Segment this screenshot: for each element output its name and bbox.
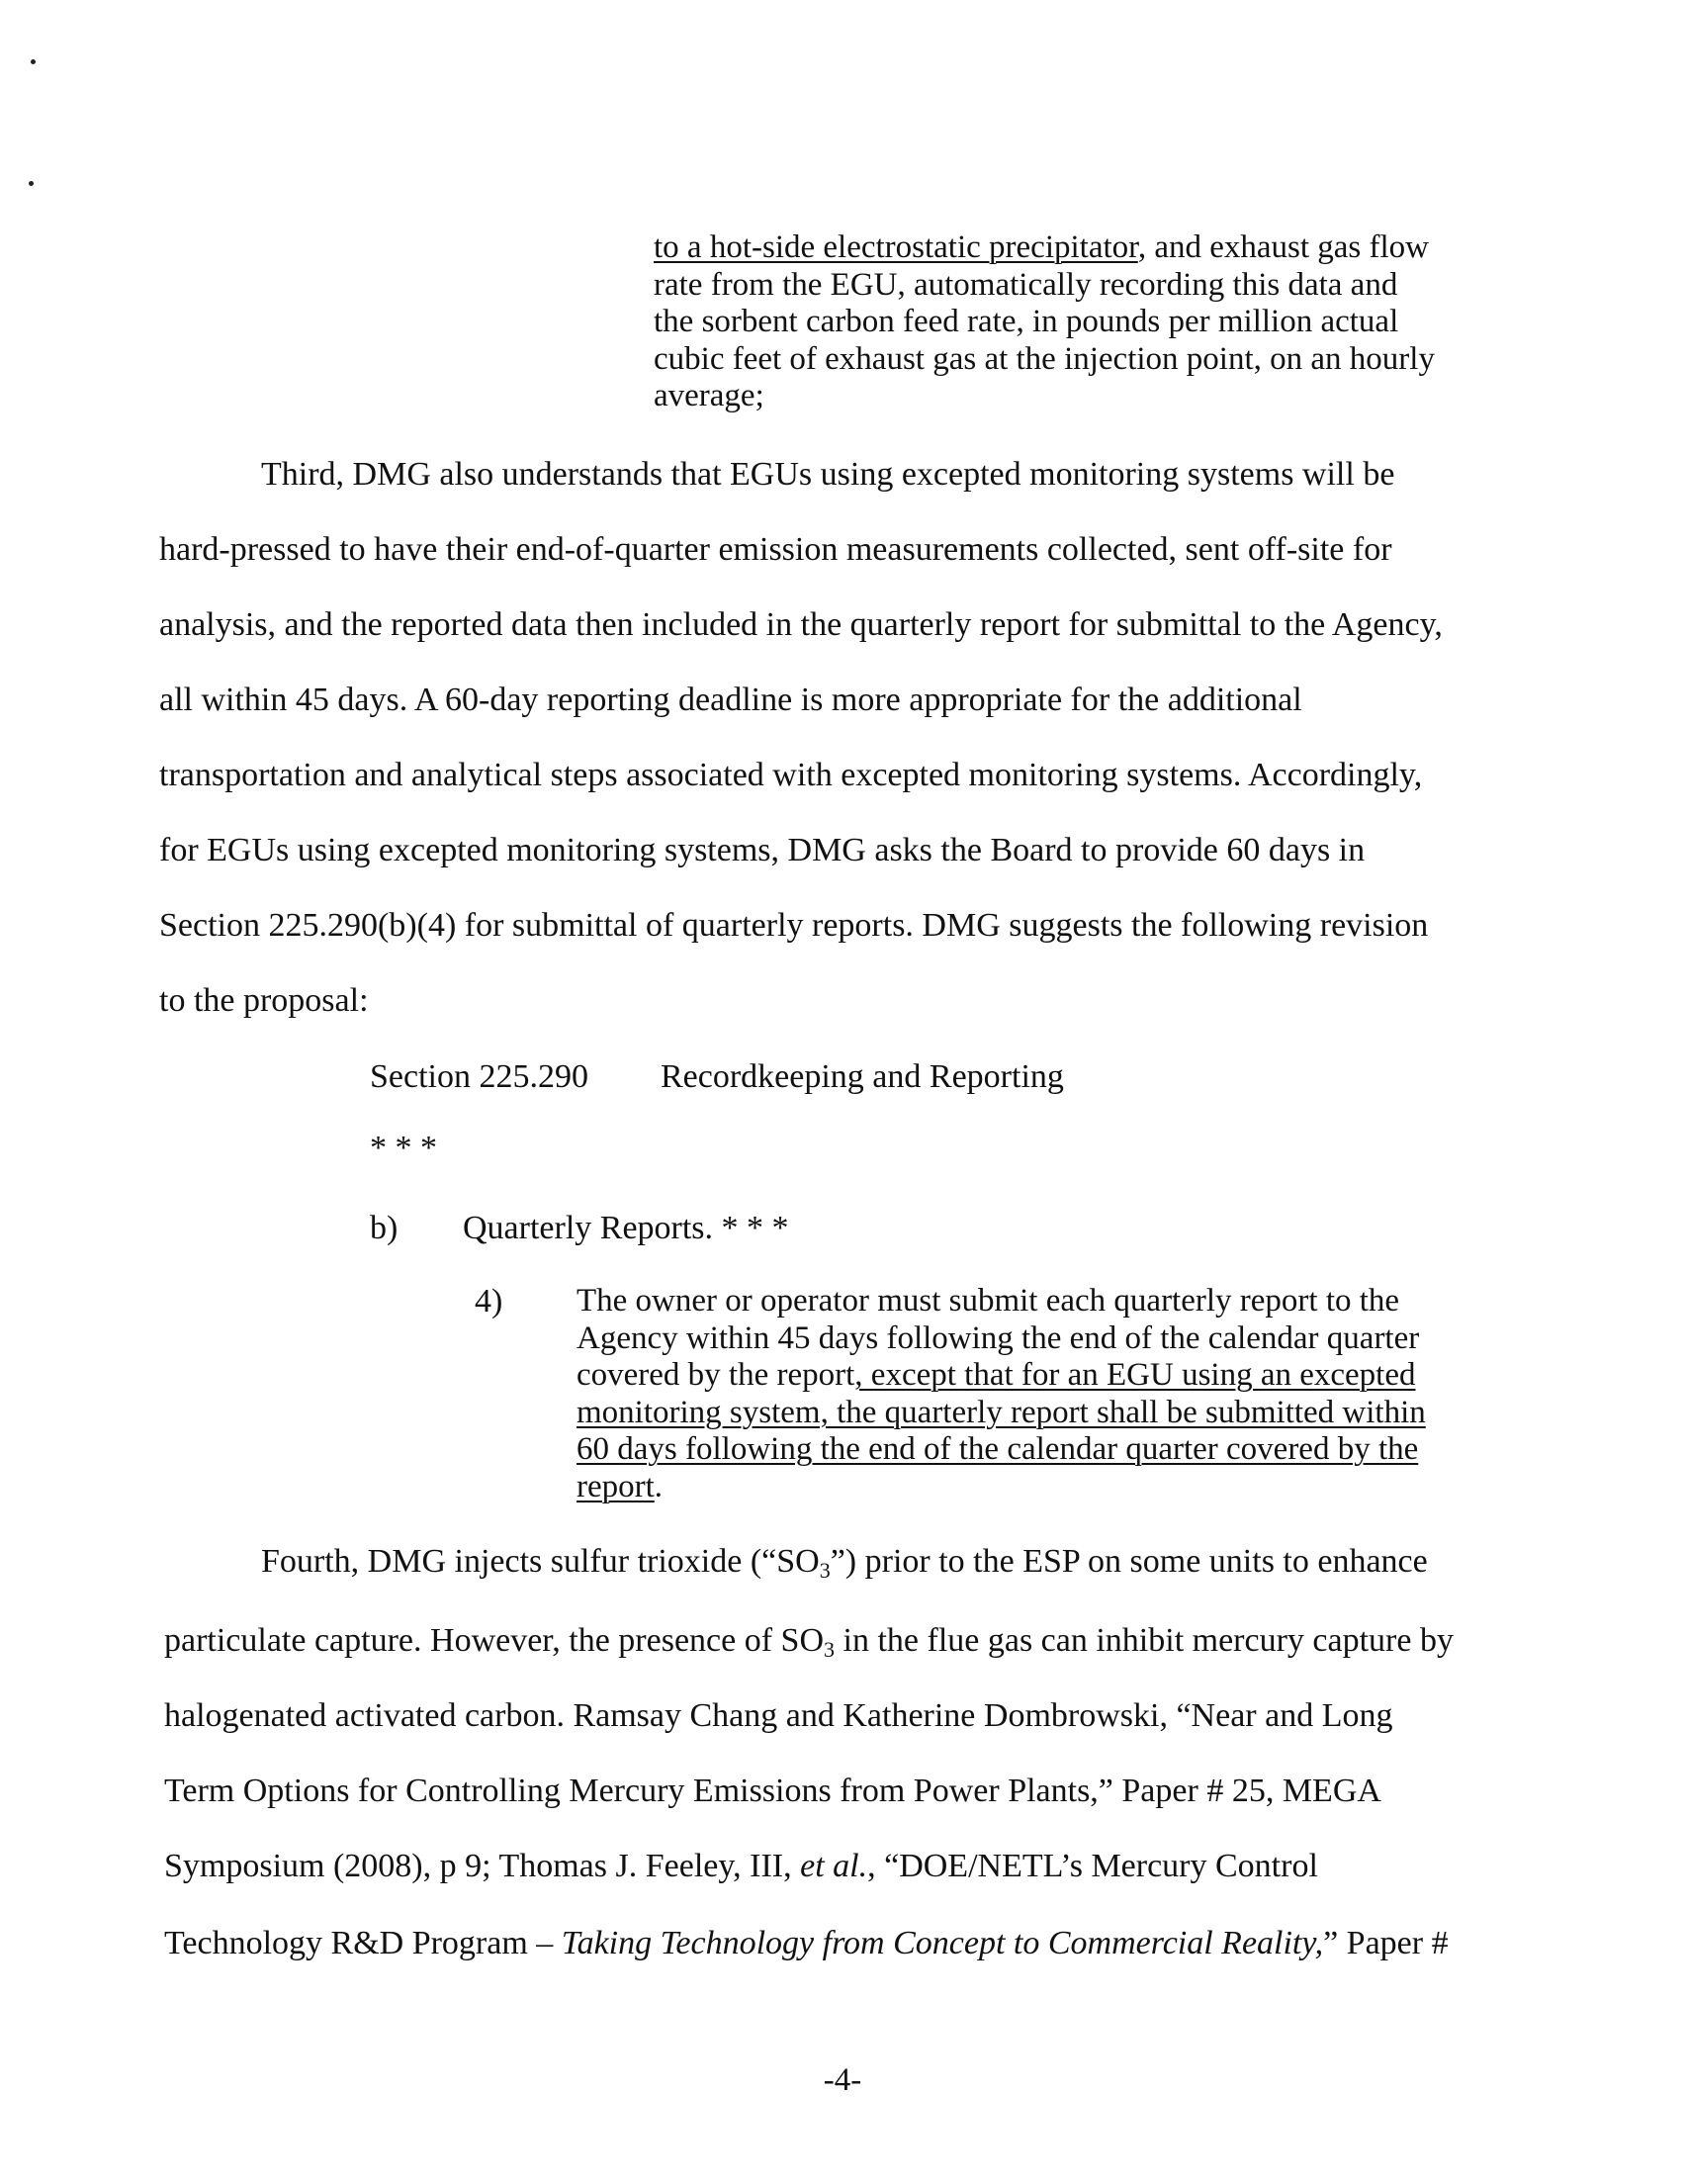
paragraph-line: transportation and analytical steps associated with excepted monitoring systems. Accordingly,: [159, 757, 1423, 793]
section-title: Recordkeeping and Reporting: [661, 1058, 1064, 1095]
paragraph-line: Term Options for Controlling Mercury Emissions from Power Plants,” Paper # 25, MEGA: [164, 1773, 1381, 1809]
paragraph-line: Fourth, DMG injects sulfur trioxide $(“SO_3”)$ prior to the ESP on some units to enhance: [261, 1543, 1428, 1583]
quote-block: [654, 229, 1464, 415]
paragraph-line: for EGUs using excepted monitoring systems, DMG asks the Board to provide 60 days in: [159, 832, 1366, 868]
paragraph-line: Technology R&D Program – Taking Technology from Concept to Commercial Reality,” Paper #: [164, 1925, 1449, 1961]
item-text: The owner or operator must submit each quarterly report to the Agency within 45 days following the end of the calendar quarter covered by the report, except that for an EGU using an excepted monitoring system, the quarterly report shall be submitted within 60 days following the end of the calendar quarter covered by the report.: [576, 1283, 1466, 1505]
paragraph-line: Third, DMG also understands that EGUs using excepted monitoring systems will be: [261, 456, 1395, 493]
paragraph-line: particulate capture. However, the presence of $SO_3$ in the flue gas can inhibit mercury capture by: [164, 1622, 1454, 1662]
paragraph-line: to the proposal:: [159, 982, 369, 1019]
paragraph-line: hard-pressed to have their end-of-quarter emission measurements collected, sent off-site for: [159, 531, 1392, 568]
paragraph-line: halogenated activated carbon. Ramsay Chang and Katherine Dombrowski, “Near and Long: [164, 1697, 1393, 1734]
paragraph-line: analysis, and the reported data then included in the quarterly report for submittal to the Agency,: [159, 606, 1443, 643]
underlined-text: monitoring system, the quarterly report shall be submitted within: [576, 1394, 1426, 1430]
asterisks: * * *: [370, 1130, 437, 1166]
underlined-text: report: [576, 1468, 655, 1504]
quote-line: cubic feet of exhaust gas at the injection point, on an hourly: [654, 340, 1435, 377]
quote-line: rate from the EGU, automatically recording this data and: [654, 266, 1398, 303]
underlined-text: to a hot-side electrostatic precipitator: [654, 229, 1138, 265]
quote-line: the sorbent carbon feed rate, in pounds per million actual: [654, 304, 1399, 339]
paragraph-line: Section 225.290(b)(4) for submittal of quarterly reports. DMG suggests the following revision: [159, 907, 1429, 944]
subsection-title: Quarterly Reports. * * *: [463, 1210, 789, 1246]
paragraph-line: Symposium (2008), p 9; Thomas J. Feeley, III, et al., “DOE/NETL’s Mercury Control: [164, 1848, 1318, 1884]
margin-mark: [31, 59, 36, 64]
item-number: 4): [475, 1283, 503, 1320]
underlined-text: , except that for an EGU using an excepted: [854, 1357, 1416, 1393]
page-number: -4-: [823, 2062, 862, 2098]
section-number: Section 225.290: [370, 1058, 588, 1095]
margin-mark: [29, 181, 34, 186]
underlined-text: 60 days following the end of the calendar quarter covered by the: [576, 1431, 1419, 1467]
paragraph-line: all within 45 days. A 60-day reporting deadline is more appropriate for the additional: [159, 682, 1302, 718]
subsection-label: b): [370, 1210, 399, 1246]
quote-line: average;: [654, 378, 764, 413]
quote-line: to a hot-side electrostatic precipitator, and exhaust gas flow: [654, 229, 1429, 265]
